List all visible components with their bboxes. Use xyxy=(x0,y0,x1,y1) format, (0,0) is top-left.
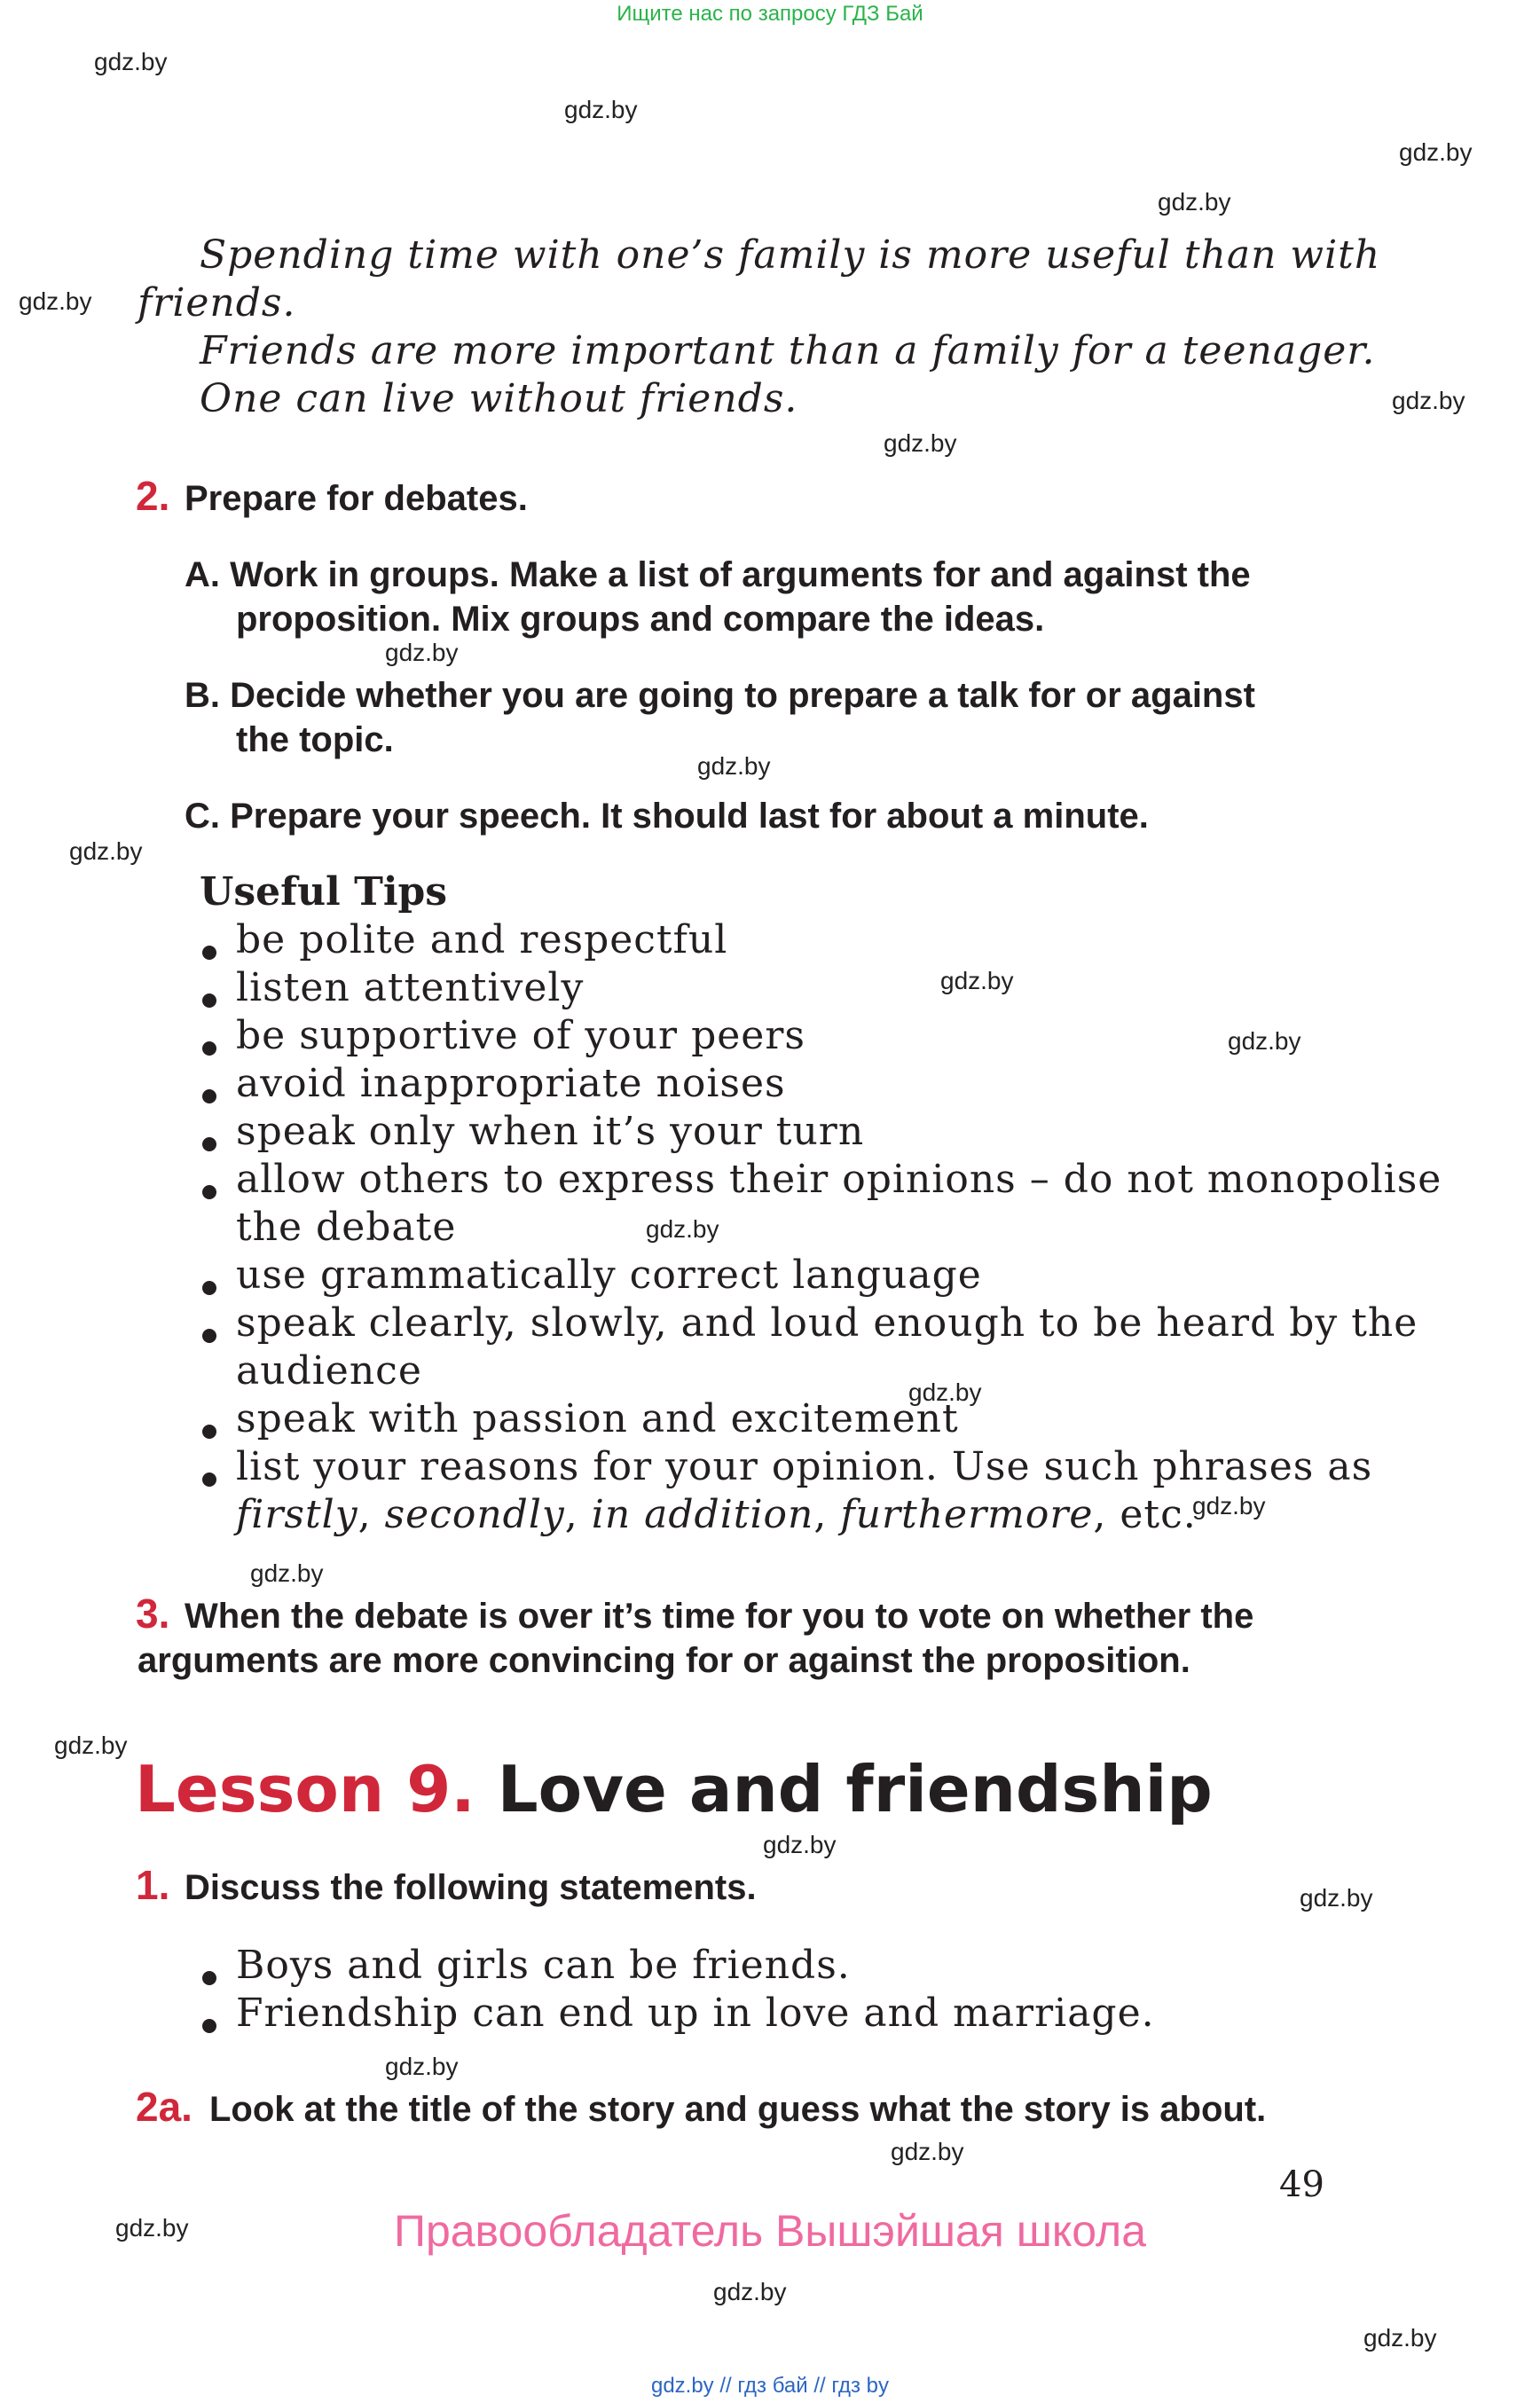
bullet-icon xyxy=(202,2019,216,2033)
exercise-item: the topic. xyxy=(236,720,394,759)
watermark: gdz.by xyxy=(69,837,143,865)
bullet-icon xyxy=(202,946,216,960)
watermark: gdz.by xyxy=(891,2138,964,2165)
lesson-title: Love and friendship xyxy=(497,1752,1213,1826)
watermark: gdz.by xyxy=(19,287,92,315)
bullet-icon xyxy=(202,1472,216,1487)
exercise-item: proposition. Mix groups and compare the ideas. xyxy=(236,600,1045,639)
copyright-notice: Правообладатель Вышэйшая школа xyxy=(394,2206,1146,2256)
comma: , xyxy=(564,1492,592,1537)
exercise-title: Discuss the following statements. xyxy=(185,1868,757,1907)
tip-line: the debate xyxy=(236,1205,457,1250)
bullet-icon xyxy=(202,1089,216,1103)
watermark: gdz.by xyxy=(1228,1027,1301,1055)
exercise-number: 1. xyxy=(136,1862,170,1908)
exercise-number: 3. xyxy=(136,1590,170,1637)
watermark: gdz.by xyxy=(385,639,459,666)
tip-line: speak clearly, slowly, and loud enough to be heard by the xyxy=(236,1300,1418,1346)
bullet-icon xyxy=(202,993,216,1008)
bullet-icon xyxy=(202,1137,216,1151)
exercise-item: A. Work in groups. Make a list of arguments for and against the xyxy=(185,555,1251,594)
tip-line: be polite and respectful xyxy=(236,917,728,962)
statement-line: One can live without friends. xyxy=(200,376,798,421)
statement-line: Spending time with one’s family is more useful than with xyxy=(200,232,1381,278)
top-banner: Ищите нас по запросу ГДЗ Бай xyxy=(617,2,923,26)
bullet-icon xyxy=(202,1425,216,1439)
tip-line: speak only when it’s your turn xyxy=(236,1109,865,1154)
phrase-secondly: secondly xyxy=(384,1492,565,1537)
tip-line: use grammatically correct language xyxy=(236,1253,982,1298)
tip-line: list your reasons for your opinion. Use such phrases as xyxy=(236,1444,1373,1489)
watermark: gdz.by xyxy=(1392,387,1465,414)
exercise-number: 2. xyxy=(136,473,170,519)
watermark: gdz.by xyxy=(1399,138,1473,166)
watermark: gdz.by xyxy=(1192,1492,1266,1520)
tip-line: listen attentively xyxy=(236,965,585,1010)
exercise-title: Prepare for debates. xyxy=(185,479,528,518)
bullet-icon xyxy=(202,1329,216,1343)
watermark: gdz.by xyxy=(1363,2324,1437,2352)
statement-line: Friends are more important than a family for a teenager. xyxy=(200,328,1376,373)
tip-line-phrases xyxy=(236,1492,1197,1537)
line-end: , etc. xyxy=(1093,1492,1197,1537)
watermark: gdz.by xyxy=(564,96,638,123)
watermark: gdz.by xyxy=(646,1215,719,1243)
exercise-number: 2a. xyxy=(136,2084,192,2130)
watermark: gdz.by xyxy=(250,1559,324,1587)
bullet-icon xyxy=(202,1185,216,1199)
exercise-text: arguments are more convincing for or against the proposition. xyxy=(138,1641,1190,1680)
comma: , xyxy=(358,1492,385,1537)
bullet-icon xyxy=(202,1281,216,1295)
exercise-item: C. Prepare your speech. It should last for about a minute. xyxy=(185,797,1149,836)
statement-bullet: Boys and girls can be friends. xyxy=(236,1943,851,1988)
watermark: gdz.by xyxy=(385,2053,459,2080)
exercise-item: B. Decide whether you are going to prepare a talk for or against xyxy=(185,676,1255,715)
footer-links[interactable]: gdz.by // гдз бай // гдз by xyxy=(650,2374,890,2398)
phrase-furthermore: furthermore xyxy=(840,1492,1094,1537)
lesson-number: Lesson 9. xyxy=(135,1752,475,1826)
watermark: gdz.by xyxy=(713,2278,787,2305)
watermark: gdz.by xyxy=(940,967,1014,994)
statement-line: friends. xyxy=(138,280,296,326)
tips-heading: Useful Tips xyxy=(200,869,448,915)
bullet-icon xyxy=(202,1041,216,1056)
tip-line: be supportive of your peers xyxy=(236,1013,805,1058)
watermark: gdz.by xyxy=(1158,188,1231,216)
phrase-in-addition: in addition xyxy=(591,1492,814,1537)
watermark: gdz.by xyxy=(94,48,168,75)
phrase-firstly: firstly xyxy=(236,1492,358,1537)
lesson-heading xyxy=(135,1752,1213,1826)
statement-bullet: Friendship can end up in love and marriage. xyxy=(236,1991,1155,2036)
tip-line: speak with passion and excitement xyxy=(236,1396,959,1441)
exercise-text: When the debate is over it’s time for you to vote on whether the xyxy=(185,1597,1254,1636)
watermark: gdz.by xyxy=(54,1732,128,1759)
watermark: gdz.by xyxy=(1300,1884,1373,1912)
tip-line: avoid inappropriate noises xyxy=(236,1061,786,1106)
comma: , xyxy=(813,1492,841,1537)
watermark: gdz.by xyxy=(115,2214,189,2242)
watermark: gdz.by xyxy=(908,1378,982,1406)
watermark: gdz.by xyxy=(884,429,957,457)
bullet-icon xyxy=(202,1971,216,1985)
watermark: gdz.by xyxy=(697,752,771,780)
tip-line: audience xyxy=(236,1348,422,1394)
watermark: gdz.by xyxy=(763,1831,837,1858)
page-number: 49 xyxy=(1279,2164,1324,2205)
exercise-title: Look at the title of the story and guess what the story is about. xyxy=(209,2090,1267,2129)
tip-line: allow others to express their opinions – do not monopolise xyxy=(236,1157,1442,1202)
